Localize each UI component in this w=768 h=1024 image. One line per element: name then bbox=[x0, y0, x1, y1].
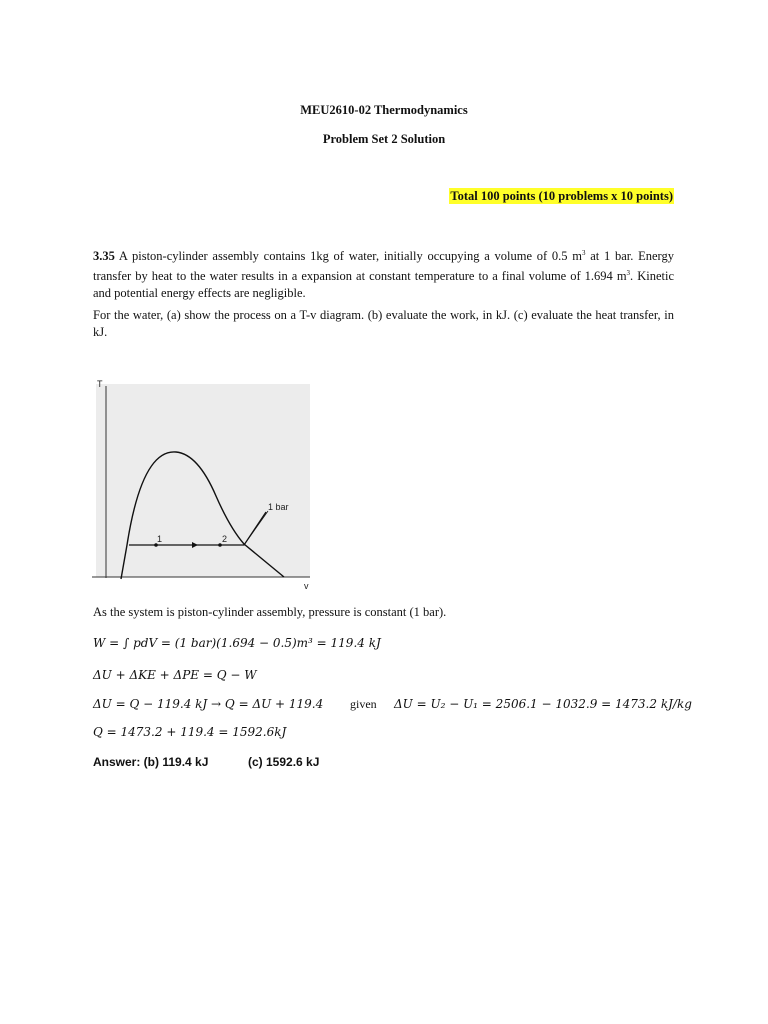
problem-question: For the water, (a) show the process on a T-v diagram. (b) evaluate the work, in kJ. (c) evaluate the heat transfer, in kJ. bbox=[93, 308, 674, 339]
course-title: MEU2610-02 Thermodynamics bbox=[300, 103, 468, 117]
pressure-statement: As the system is piston-cylinder assembly, pressure is constant (1 bar). bbox=[93, 605, 447, 619]
heat-equation: ΔU = Q − 119.4 kJ → Q = ΔU + 119.4 bbox=[93, 697, 324, 711]
answer-b: Answer: (b) 119.4 kJ bbox=[93, 755, 209, 769]
state-1-label: 1 bbox=[157, 534, 163, 544]
diagram-background bbox=[96, 384, 310, 577]
given-label: given bbox=[350, 697, 377, 711]
problem-number: 3.35 bbox=[93, 249, 115, 263]
superscript-3b: 3 bbox=[626, 269, 631, 277]
internal-energy-equation: ΔU = U₂ − U₁ = 2506.1 − 1032.9 = 1473.2 kJ/kg bbox=[394, 697, 692, 711]
v-axis-label: v bbox=[304, 581, 309, 591]
statement-part-3: . Kinetic and potential energy effects are negligible. bbox=[93, 269, 674, 300]
problem-set-title: Problem Set 2 Solution bbox=[322, 132, 446, 146]
isobar-label: 1 bar bbox=[268, 502, 289, 512]
statement-part-1: A piston-cylinder assembly contains 1kg of water, initially occupying a volume of 0.5 m bbox=[114, 249, 582, 263]
energy-balance-equation: ΔU + ΔKE + ΔPE = Q − W bbox=[93, 668, 257, 682]
superscript-3a: 3 bbox=[582, 249, 586, 257]
total-points-highlight: Total 100 points (10 problems x 10 points) bbox=[450, 189, 673, 203]
t-v-diagram bbox=[88, 378, 328, 598]
problem-statement bbox=[93, 245, 674, 302]
answer-c: (c) 1592.6 kJ bbox=[248, 755, 320, 769]
statement-part-2: at 1 bar. Energy transfer by heat to the water results in a expansion at constant temperature to a final volume of 1.694 m bbox=[93, 249, 674, 283]
heat-result-equation: Q = 1473.2 + 119.4 = 1592.6kJ bbox=[93, 725, 287, 739]
t-axis-label: T bbox=[97, 379, 103, 389]
state-2-label: 2 bbox=[222, 534, 228, 544]
work-equation: W = ∫ pdV = (1 bar)(1.694 − 0.5)m³ = 119.4 kJ bbox=[93, 636, 381, 650]
